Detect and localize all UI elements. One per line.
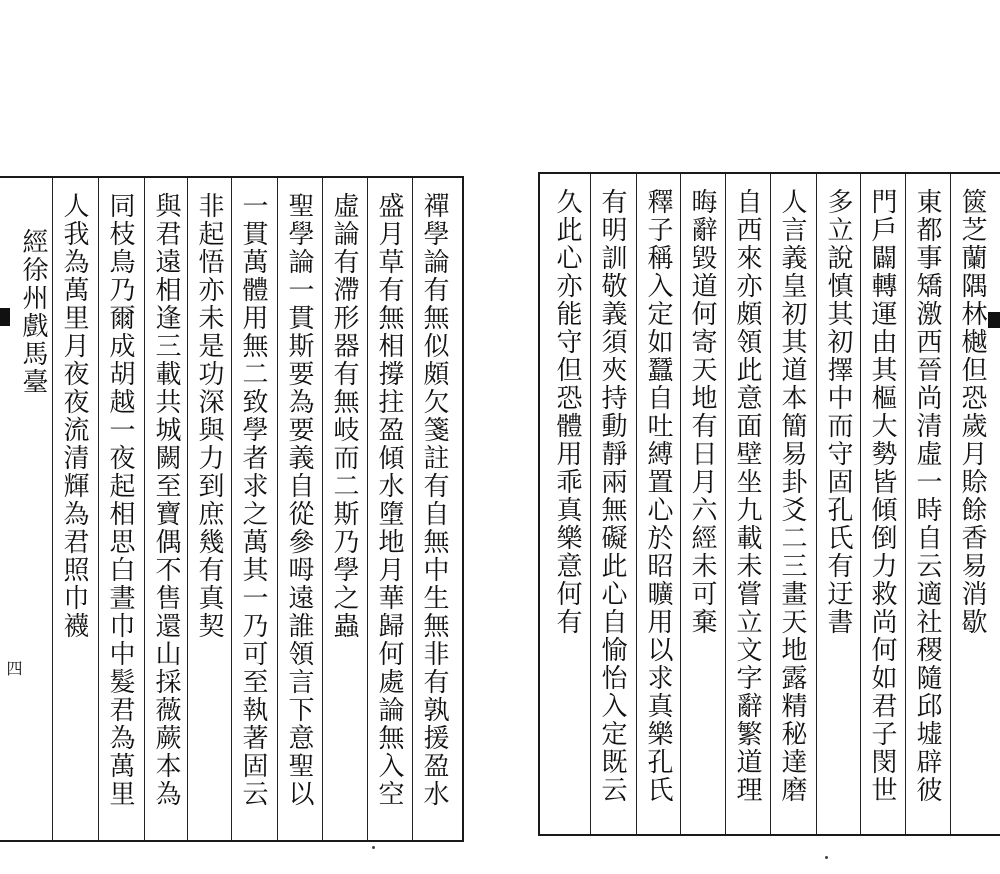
binding-marker bbox=[0, 308, 10, 326]
text-column: 自西來亦頗領此意面壁坐九載未嘗立文字辭繁道理 bbox=[732, 188, 762, 804]
text-column: 篋芝蘭隅林樾但恐歲月賒餘香易消歇 bbox=[957, 188, 987, 636]
binding-marker bbox=[988, 312, 1000, 328]
right-page bbox=[528, 0, 1000, 874]
text-column: 久此心亦能守但恐體用乖真樂意何有 bbox=[552, 188, 582, 636]
page-number: 四 bbox=[4, 660, 23, 676]
ink-speck bbox=[825, 856, 828, 859]
text-column: 人我為萬里月夜夜流清輝為君照巾襪 bbox=[59, 192, 89, 640]
text-column: 一貫萬體用無二致學者求之萬其一乃可至執著固云 bbox=[238, 192, 268, 808]
right-page-frame bbox=[538, 172, 1000, 836]
text-column: 禪學論有無似頗欠箋註有自無中生無非有孰援盈水 bbox=[419, 192, 449, 808]
text-column: 多立說慎其初擇中而守固孔氏有迂書 bbox=[823, 188, 853, 636]
text-column: 釋子稱入定如蠶自吐縛置心於昭曠用以求真樂孔氏 bbox=[643, 188, 673, 804]
left-page bbox=[0, 0, 462, 874]
text-column: 東都事矯激西晉尚清虛一時自云適社稷隨邱墟辟彼 bbox=[912, 188, 942, 804]
text-column: 晦辭毀道何寄天地有日月六經未可棄 bbox=[687, 188, 717, 636]
text-column: 虛論有滯形器有無岐而二斯乃學之蟲 bbox=[329, 192, 359, 640]
text-column: 與君遠相逢三載共城闕至寶偶不售還山採薇蕨本為 bbox=[151, 192, 181, 808]
text-column: 有明訓敬義須夾持動靜兩無礙此心自愉怡入定既云 bbox=[597, 188, 627, 804]
left-page-frame bbox=[0, 176, 464, 842]
text-column: 盛月草有無相撐拄盈傾水墮地月華歸何處論無入空 bbox=[374, 192, 404, 808]
ink-speck bbox=[372, 846, 375, 849]
text-column: 人言義皇初其道本簡易卦爻二三畫天地露精秘達磨 bbox=[777, 188, 807, 804]
text-column: 非起悟亦未是功深與力到庶幾有真契 bbox=[194, 192, 224, 640]
text-column: 同枝鳥乃爾成胡越一夜起相思白晝巾中髮君為萬里 bbox=[105, 192, 135, 808]
poem-title: 經徐州戲馬臺 bbox=[18, 228, 48, 396]
text-column: 聖學論一貫斯要為要義自從參呣遠誰領言下意聖以 bbox=[284, 192, 314, 808]
text-column: 門戶闢轉運由其樞大勢皆傾倒力救尚何如君子閔世 bbox=[867, 188, 897, 804]
